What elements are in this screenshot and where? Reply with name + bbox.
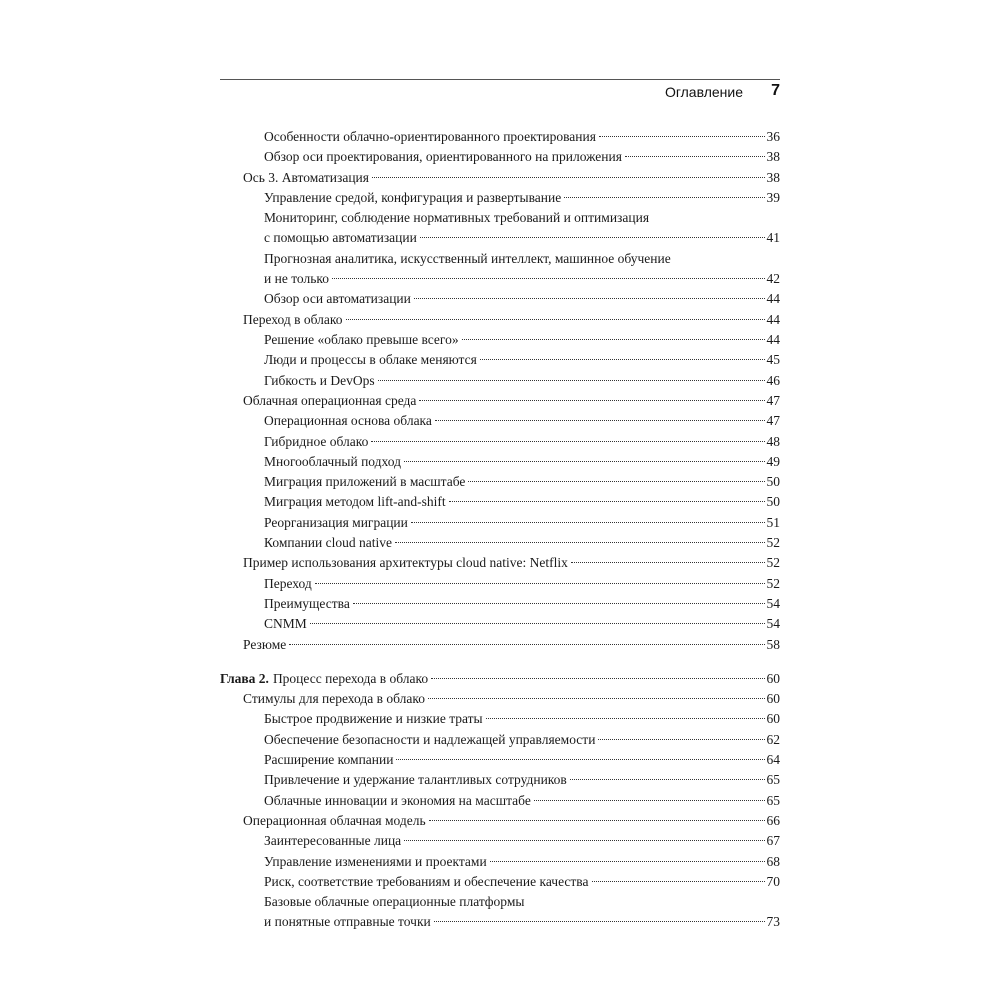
toc-entry-title: Переход в облако: [243, 311, 343, 327]
toc-entry: [264, 872, 780, 892]
toc-entry-page: 42: [766, 270, 780, 286]
dot-leader: [468, 481, 764, 482]
toc-entry: [264, 770, 780, 790]
dot-leader: [419, 400, 764, 401]
toc-entry: [264, 750, 780, 770]
dot-leader: [372, 177, 765, 178]
dot-leader: [289, 644, 764, 645]
toc-entry-page: 51: [766, 514, 780, 530]
dot-leader: [564, 197, 764, 198]
toc-entry: [264, 533, 780, 553]
toc-entry-page: 73: [766, 914, 780, 930]
dot-leader: [462, 339, 765, 340]
toc-entry: [264, 513, 780, 533]
dot-leader: [592, 881, 765, 882]
running-header-title: Оглавление: [664, 84, 743, 100]
toc-entry-title: и понятные отправные точки: [264, 914, 431, 930]
dot-leader: [598, 739, 764, 740]
dot-leader: [371, 441, 764, 442]
toc-entry: [264, 852, 780, 872]
toc-entry-title: Миграция методом lift-and-shift: [264, 494, 446, 510]
toc-entry: [243, 168, 780, 188]
toc-entry: [264, 147, 780, 167]
toc-entry-page: 67: [766, 833, 780, 849]
toc-entry-page: 58: [766, 636, 780, 652]
toc-entry-title: Гибридное облако: [264, 433, 369, 449]
toc-entry-page: 47: [766, 392, 780, 408]
dot-leader: [428, 698, 764, 699]
toc-entry: [264, 208, 780, 248]
toc-entry-page: 44: [766, 332, 780, 347]
dot-leader: [396, 759, 764, 760]
toc-entry-title: Быстрое продвижение и низкие траты: [264, 711, 483, 727]
toc-entry-page: 44: [766, 311, 780, 327]
toc-entry-title: Обеспечение безопасности и надлежащей управляемости: [264, 731, 596, 747]
toc-entry-page: 45: [766, 352, 780, 368]
toc-entry-title: Переход: [264, 575, 312, 591]
dot-leader: [490, 861, 765, 862]
dot-leader: [404, 840, 764, 841]
toc-entry-title: Миграция приложений в масштабе: [264, 474, 466, 490]
toc-entry-title-line1: Мониторинг, соблюдение нормативных требований и оптимизация: [264, 210, 650, 226]
toc-entry-page: 48: [766, 433, 780, 449]
toc-entry-title: Расширение компании: [264, 752, 394, 767]
toc-entry-page: 60: [766, 670, 780, 686]
toc-entry-title: Резюме: [243, 636, 287, 652]
dot-leader: [411, 522, 765, 523]
toc-entry: [243, 391, 780, 411]
toc-entry: [243, 689, 780, 709]
toc-entry-page: 41: [766, 230, 780, 246]
toc-entry: [264, 432, 780, 452]
toc-entry-page: 65: [766, 792, 780, 808]
dot-leader: [378, 380, 765, 381]
toc-entry-title: Облачная операционная среда: [243, 392, 417, 408]
toc-entry-page: 52: [766, 555, 780, 571]
toc-entry: [264, 791, 780, 811]
dot-leader: [395, 542, 765, 543]
dot-leader: [625, 156, 765, 157]
toc-entry-page: 54: [766, 616, 780, 632]
toc-entry-page: 44: [766, 291, 780, 307]
toc-entry-title: Компании cloud native: [264, 535, 392, 550]
toc-entry-title: Риск, соответствие требованиям и обеспечение качества: [264, 873, 589, 889]
dot-leader: [570, 779, 765, 780]
toc-entry-title-line1: Базовые облачные операционные платформы: [264, 894, 525, 910]
toc-entry-page: 54: [766, 595, 780, 611]
toc-entry-page: 38: [766, 149, 780, 165]
toc-entry-title: Преимущества: [264, 595, 350, 611]
dot-leader: [534, 800, 765, 801]
dot-leader: [431, 678, 764, 679]
toc-entry-title: Стимулы для перехода в облако: [243, 691, 426, 707]
toc-entry: [264, 289, 780, 309]
toc-entry-title: Пример использования архитектуры cloud native: Netflix: [243, 555, 568, 571]
dot-leader: [310, 623, 765, 624]
toc-entry-page: 66: [766, 812, 780, 828]
toc-entry-title: Управление средой, конфигурация и развертывание: [264, 189, 562, 205]
toc-entry-title-line1: Прогнозная аналитика, искусственный интеллект, машинное обучение: [264, 250, 671, 266]
toc-entry-title: Управление изменениями и проектами: [264, 853, 487, 869]
toc-entry-title: Заинтересованные лица: [264, 833, 402, 849]
toc-entry-page: 50: [766, 494, 780, 510]
dot-leader: [599, 136, 765, 137]
toc-entry: [264, 831, 780, 851]
toc-entry-title: Люди и процессы в облаке меняются: [264, 352, 477, 368]
dot-leader: [332, 278, 764, 279]
dot-leader: [429, 820, 765, 821]
toc-entry: [243, 635, 780, 655]
toc-entry-page: 62: [766, 731, 780, 747]
toc-entry: [243, 310, 780, 330]
toc-entry-title: Процесс перехода в облако: [272, 670, 429, 686]
toc-entry-page: 52: [766, 575, 780, 591]
dot-leader: [434, 921, 765, 922]
dot-leader: [420, 237, 765, 238]
toc-entry-page: 46: [766, 372, 780, 388]
toc-entry: [264, 574, 780, 594]
toc-entry: [264, 350, 780, 370]
toc-entry: [264, 492, 780, 512]
toc-entry-title: CNMM: [264, 616, 307, 632]
toc-entry-title: Операционная облачная модель: [243, 812, 426, 828]
toc-entry-page: 36: [766, 129, 780, 144]
toc-entry-title: Привлечение и удержание талантливых сотрудников: [264, 772, 567, 788]
toc-entry-title: Особенности облачно-ориентированного проектирования: [264, 129, 596, 144]
toc-entry-page: 49: [766, 453, 780, 469]
dot-leader: [571, 562, 765, 563]
toc-entry-page: 60: [766, 711, 780, 727]
toc-entry-page: 39: [766, 189, 780, 205]
toc-entry-page: 50: [766, 474, 780, 490]
toc-entry: [264, 249, 780, 289]
dot-leader: [414, 298, 765, 299]
page-number: 7: [771, 82, 780, 99]
toc-entry-page: 52: [766, 535, 780, 550]
dot-leader: [480, 359, 765, 360]
toc-entry: [264, 188, 780, 208]
toc-entry-page: 65: [766, 772, 780, 788]
toc-entry: [264, 472, 780, 492]
dot-leader: [315, 583, 765, 584]
toc-entry: [264, 371, 780, 391]
toc-entry: [243, 553, 780, 573]
toc-entry-title: Решение «облако превыше всего»: [264, 332, 459, 347]
dot-leader: [449, 501, 765, 502]
dot-leader: [486, 718, 765, 719]
toc-chapter-entry: [220, 669, 780, 689]
dot-leader: [346, 319, 765, 320]
toc-entry-title: Облачные инновации и экономия на масштабе: [264, 792, 531, 808]
toc-entry-title: с помощью автоматизации: [264, 230, 417, 246]
dot-leader: [435, 420, 765, 421]
toc-entry: [264, 614, 780, 634]
toc-entry-title: Обзор оси проектирования, ориентированного на приложения: [264, 149, 622, 165]
toc-entry: [264, 730, 780, 750]
toc-entry: [264, 709, 780, 729]
toc-entry: [264, 127, 780, 147]
toc-entry-page: 38: [766, 169, 780, 185]
toc-entry-page: 47: [766, 413, 780, 429]
toc-entry: [264, 411, 780, 431]
toc-entry-title: Ось 3. Автоматизация: [243, 169, 369, 185]
toc-entry-page: 68: [766, 853, 780, 869]
toc-entry-title: Обзор оси автоматизации: [264, 291, 411, 307]
toc-entry: [264, 594, 780, 614]
toc-entry-page: 64: [766, 752, 780, 767]
chapter-label: Глава 2.: [220, 670, 269, 686]
toc-entry: [243, 811, 780, 831]
dot-leader: [404, 461, 764, 462]
toc-entry-title: Гибкость и DevOps: [264, 372, 375, 388]
toc-entry: [264, 892, 780, 932]
toc-entry-title: Операционная основа облака: [264, 413, 432, 429]
toc-entry-page: 70: [766, 873, 780, 889]
toc-entry-title: и не только: [264, 270, 330, 286]
toc-entry-title: Реорганизация миграции: [264, 514, 408, 530]
toc-entry-title: Многооблачный подход: [264, 453, 402, 469]
toc-entry: [264, 330, 780, 350]
toc-entry-page: 60: [766, 691, 780, 707]
toc-entry: [264, 452, 780, 472]
dot-leader: [353, 603, 765, 604]
